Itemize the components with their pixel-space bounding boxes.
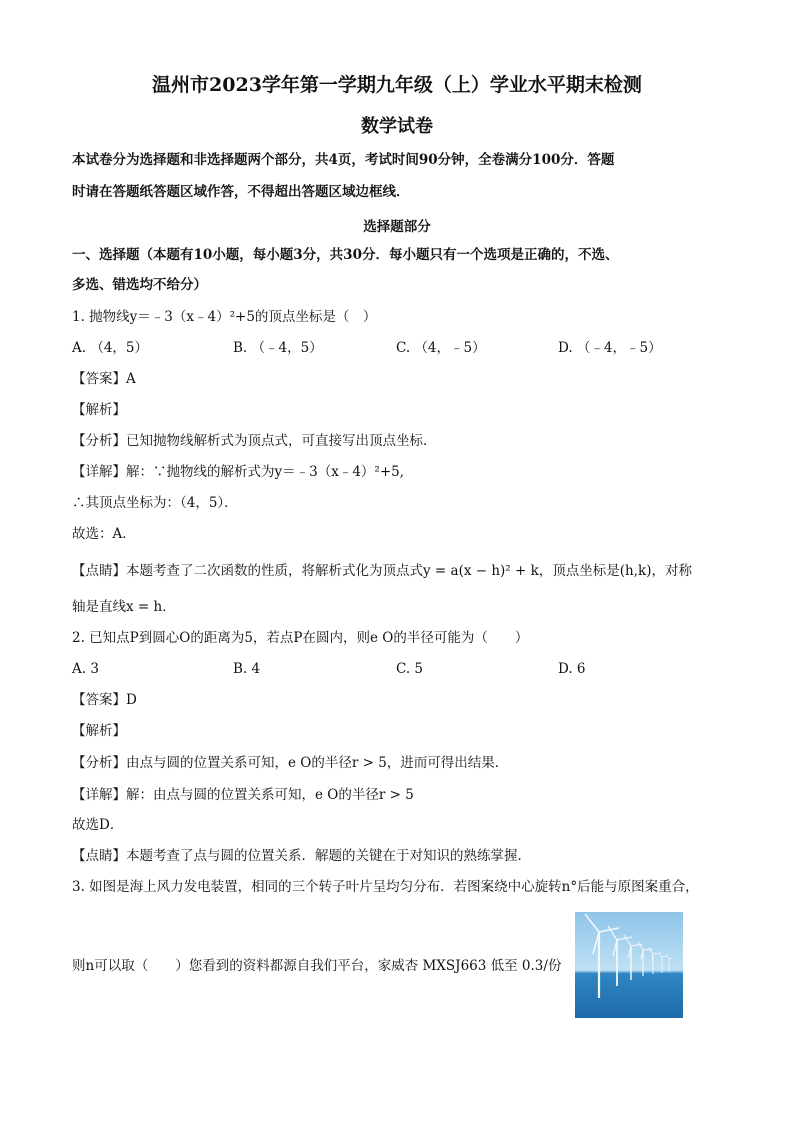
q2-xiangjie: 【详解】解：由点与圆的位置关系可知，e O的半径r > 5 <box>72 787 414 803</box>
q2-dianjing: 【点睛】本题考查了点与圆的位置关系．解题的关键在于对知识的熟练掌握． <box>72 848 531 864</box>
q1-xiangjie: 【详解】解：∵抛物线的解析式为y＝﹣3（x﹣4）²+5, <box>72 464 405 480</box>
q1-choose: 故选：A． <box>72 526 136 542</box>
q1-dianjing-1: 【点睛】本题考查了二次函数的性质，将解析式化为顶点式y = a(x − h)² + k，顶点坐标是(h,k)，对称 <box>72 563 692 579</box>
wind-turbine-photo <box>575 912 683 1018</box>
section-title: 选择题部分 <box>363 219 431 235</box>
q1-option-a: A. （4，5） <box>72 340 149 356</box>
q1-option-c: C. （4，﹣5） <box>396 340 486 356</box>
q1-fenxi: 【分析】已知抛物线解析式为顶点式，可直接写出顶点坐标． <box>72 433 437 449</box>
q1-option-b: B. （﹣4，5） <box>233 340 323 356</box>
q1-option-d: D. （﹣4，﹣5） <box>558 340 662 356</box>
exam-subtitle: 数学试卷 <box>361 116 433 137</box>
section-instruction-2: 多选、错选均不给分） <box>72 277 207 293</box>
wind-turbine-illustration <box>575 912 683 1018</box>
q2-choose: 故选D． <box>72 817 124 833</box>
q2-option-a: A. 3 <box>72 661 99 677</box>
q3-stem: 3. 如图是海上风力发电装置，相同的三个转子叶片呈均匀分布．若图案绕中心旋转n°后能与原图案重合， <box>72 879 699 895</box>
q1-analysis-label: 【解析】 <box>72 402 126 418</box>
q2-stem: 2. 已知点P到圆心O的距离为5，若点P在圆内，则e O的半径可能为（ ） <box>72 630 529 646</box>
q2-option-c: C. 5 <box>396 661 424 677</box>
q1-answer: 【答案】A <box>72 371 136 387</box>
q3-stem-2: 则n可以取（ ）您看到的资料都源自我们平台，家威杏 MXSJ663 低至 0.3/份 <box>72 958 562 974</box>
q1-stem: 1. 抛物线y＝﹣3（x﹣4）²+5的顶点坐标是（ ） <box>72 309 377 325</box>
intro-line-2: 时请在答题纸答题区域作答，不得超出答题区域边框线． <box>72 184 410 200</box>
q1-step-2: ∴其顶点坐标为：（4，5）． <box>72 495 238 511</box>
q2-analysis-label: 【解析】 <box>72 723 126 739</box>
q2-option-b: B. 4 <box>233 661 261 677</box>
q2-answer: 【答案】D <box>72 692 137 708</box>
intro-line-1: 本试卷分为选择题和非选择题两个部分，共4页，考试时间90分钟，全卷满分100分．答题 <box>72 152 615 168</box>
q2-option-d: D. 6 <box>558 661 586 677</box>
exam-title: 温州市2023学年第一学期九年级（上）学业水平期末检测 <box>152 74 642 96</box>
q2-fenxi: 【分析】由点与圆的位置关系可知，e O的半径r > 5，进而可得出结果． <box>72 755 509 771</box>
q1-dianjing-2: 轴是直线x = h． <box>72 599 176 615</box>
section-instruction-1: 一、选择题（本题有10小题，每小题3分，共30分．每小题只有一个选项是正确的，不选、 <box>72 247 619 263</box>
